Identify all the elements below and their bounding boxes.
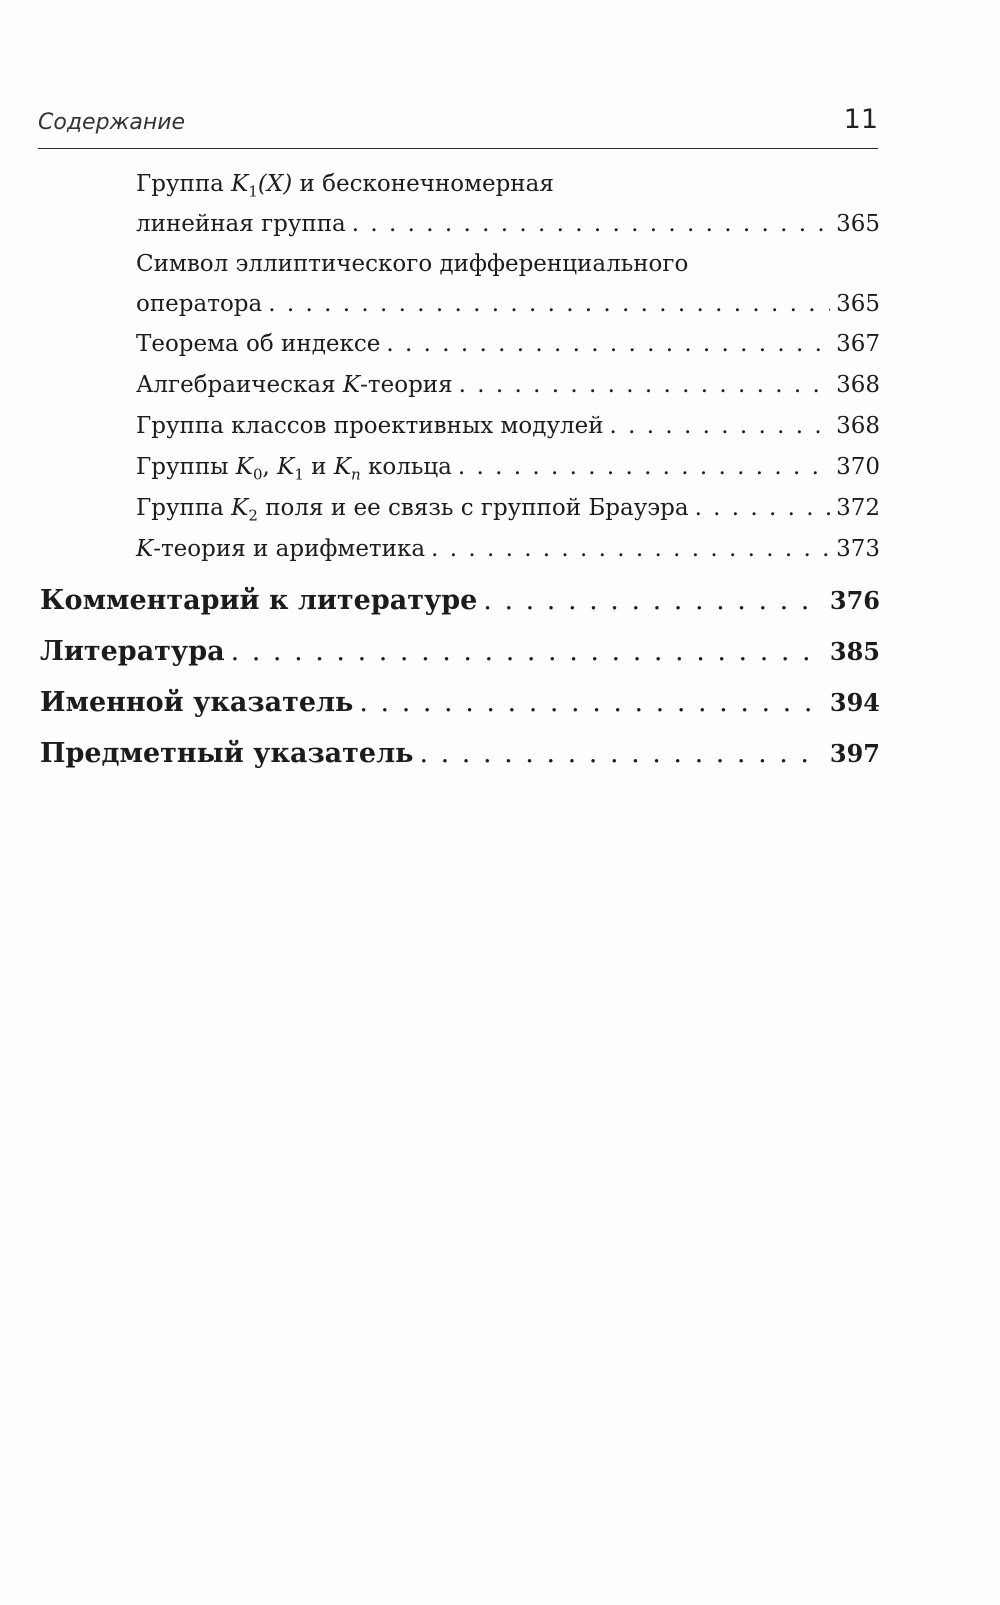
dot-leader xyxy=(419,735,823,773)
math-sub: n xyxy=(351,465,361,484)
dot-leader xyxy=(431,533,830,565)
toc-entry-label xyxy=(136,533,425,565)
toc-page-number: 370 xyxy=(836,454,880,480)
math-sub: 0 xyxy=(252,465,263,484)
toc-page-number: 373 xyxy=(836,536,880,562)
toc-entry-label xyxy=(136,451,452,491)
toc-entry-class-group[interactable] xyxy=(136,410,880,442)
toc-entry-label: Группа классов проективных модулей xyxy=(136,413,604,439)
toc-entry-symbol-line1: Символ эллиптического дифференциального xyxy=(136,251,689,277)
toc-page-number: 372 xyxy=(836,495,880,521)
toc-entry-label: Теорема об индексе xyxy=(136,331,381,357)
math-k2 xyxy=(231,495,258,525)
toc-entry-subject-index[interactable] xyxy=(40,735,880,773)
page-number: 11 xyxy=(843,104,878,135)
math-base: K xyxy=(231,495,249,521)
dot-leader xyxy=(352,208,830,240)
toc-text: -теория xyxy=(360,372,453,398)
math-base: K xyxy=(231,171,249,197)
math-base: K xyxy=(235,454,253,480)
toc-text: поля и ее связь с группой Брауэра xyxy=(257,495,689,521)
toc-page-number: 367 xyxy=(836,331,880,357)
dot-leader xyxy=(231,633,824,671)
dot-leader xyxy=(458,451,830,483)
toc-entry-label: линейная группа xyxy=(136,211,346,237)
toc-text: и xyxy=(303,454,334,480)
toc-text: , xyxy=(262,454,278,480)
toc-entry-k-groups[interactable] xyxy=(136,451,880,483)
toc-entry-label: оператора xyxy=(136,291,263,317)
toc-entry-k-arithmetic[interactable] xyxy=(136,533,880,565)
math-k: K xyxy=(136,536,154,562)
dot-leader xyxy=(483,582,824,620)
toc-page-number: 365 xyxy=(836,291,880,317)
toc-entry-algebraic-k-theory[interactable] xyxy=(136,369,880,401)
toc-page-number: 397 xyxy=(829,739,880,768)
toc-entry-label xyxy=(136,492,689,532)
math-sub: 1 xyxy=(248,182,258,201)
toc-page-number: 394 xyxy=(829,688,880,717)
toc-page-number: 365 xyxy=(836,211,880,237)
toc-text: -теория и арифметика xyxy=(153,536,426,562)
toc-entry-label: Предметный указатель xyxy=(40,738,414,769)
dot-leader xyxy=(459,369,830,401)
math-k1 xyxy=(277,454,304,484)
dot-leader xyxy=(610,410,831,442)
toc-entry-label: Комментарий к литературе xyxy=(40,585,478,616)
math-kn xyxy=(333,454,361,484)
dot-leader xyxy=(386,328,830,360)
running-title: Содержание xyxy=(38,110,186,135)
toc-text: Группа xyxy=(136,171,232,197)
toc-text: кольца xyxy=(360,454,452,480)
toc-text: Алгебраическая xyxy=(136,372,343,398)
math-sub: 1 xyxy=(294,465,304,484)
toc-entry-literature[interactable] xyxy=(40,633,880,671)
dot-leader xyxy=(695,492,831,524)
dot-leader xyxy=(359,684,824,722)
toc-entry-label: Литература xyxy=(40,636,225,667)
math-k: K xyxy=(342,372,361,398)
toc-entry-commentary[interactable] xyxy=(40,582,880,620)
toc-entry-k1-line1 xyxy=(136,168,880,200)
toc-page-number: 385 xyxy=(829,637,880,666)
dot-leader xyxy=(268,288,830,320)
math-k1 xyxy=(231,171,293,201)
math-base: K xyxy=(333,454,351,480)
toc-text: Группа xyxy=(136,495,232,521)
toc-page-number: 376 xyxy=(829,586,880,615)
toc-page-number: 368 xyxy=(836,372,880,398)
math-rest: (X) xyxy=(257,171,293,197)
toc-entry-symbol[interactable] xyxy=(136,288,880,320)
toc-text: Группы xyxy=(136,454,236,480)
math-k0 xyxy=(235,454,263,484)
toc-entry-label xyxy=(136,369,453,401)
toc-entry-index-theorem[interactable] xyxy=(136,328,880,360)
math-sub: 2 xyxy=(248,506,258,525)
toc-page-number: 368 xyxy=(836,413,880,439)
toc-entry-label: Именной указатель xyxy=(40,687,354,718)
toc-entry-k1[interactable] xyxy=(136,208,880,240)
toc-text: и бесконечномерная xyxy=(292,171,554,197)
math-base: K xyxy=(277,454,295,480)
toc-entry-k2-brauer[interactable] xyxy=(136,492,880,524)
toc-entry-name-index[interactable] xyxy=(40,684,880,722)
